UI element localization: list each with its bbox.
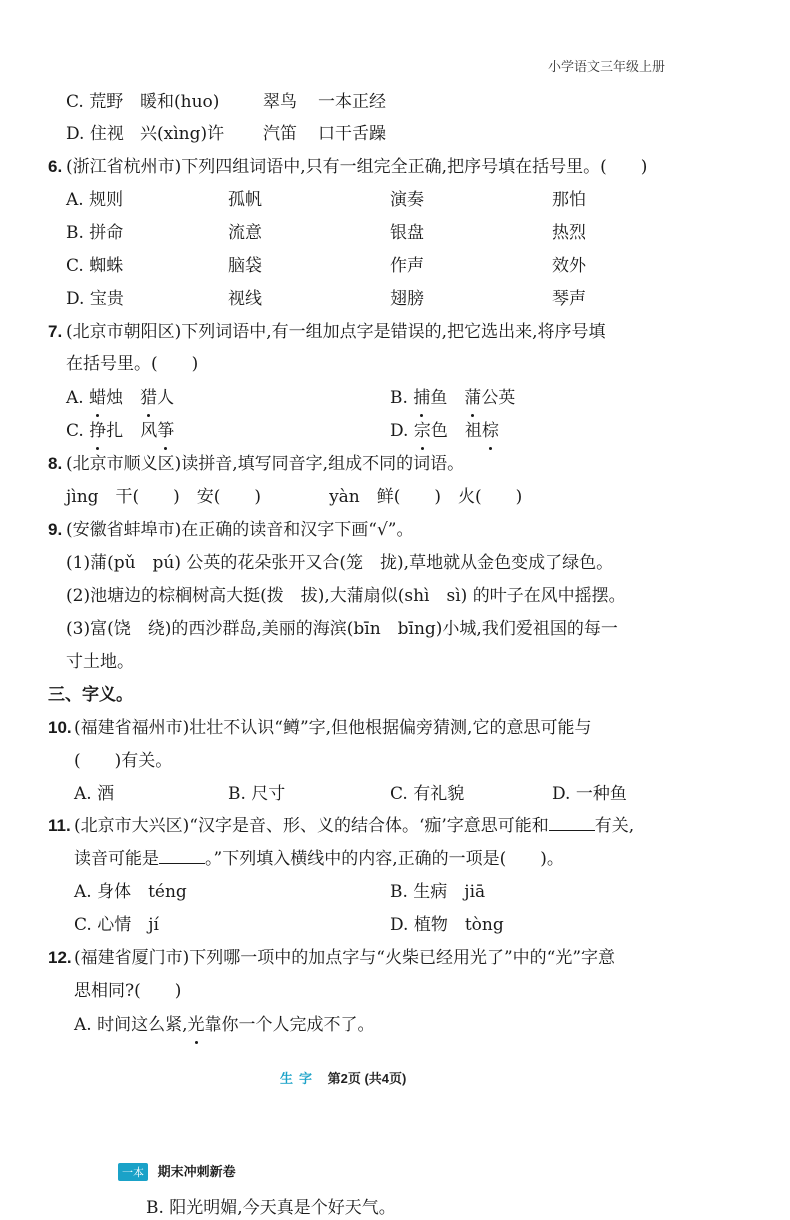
q11-option: C. 心情 jí	[74, 915, 159, 935]
q11-number: 11.	[48, 816, 71, 835]
q5-d-2: 兴(xìng)许	[140, 124, 225, 144]
footer-page: 第2页 (共4页)	[327, 1071, 407, 1086]
q5-c-4: 一本正经	[318, 92, 386, 112]
q6-number: 6.	[48, 157, 63, 176]
q7-text-line2: 在括号里。( )	[66, 354, 199, 374]
q6-option: 琴声	[552, 289, 586, 309]
q11-option: B. 生病 jiā	[390, 882, 486, 902]
answer-blank[interactable]	[549, 814, 595, 831]
q6-option: 银盘	[390, 223, 424, 243]
q6-option: 作声	[390, 256, 424, 276]
q11-option: A. 身体 téng	[74, 882, 187, 902]
q7-option-b: B. 捕鱼 蒲公英	[390, 388, 516, 408]
dotted-char: 猎	[140, 388, 158, 408]
q6-option: A. 规则	[66, 190, 124, 210]
q12-option-a: A. 时间这么紧,光靠你一个人完成不了。	[74, 1015, 375, 1035]
q10-option: A. 酒	[74, 784, 115, 804]
q12-number: 12.	[48, 948, 72, 967]
next-page-partial-line: B. 阳光明媚,今天真是个好天气。	[146, 1198, 396, 1218]
q7-option-a: A. 蜡烛 猎人	[66, 388, 175, 408]
q11-text-line1: (北京市大兴区)“汉字是音、形、义的结合体。‘痂’字意思可能和 有关,	[74, 816, 635, 836]
q6-option: 效外	[552, 256, 586, 276]
q6-option: B. 拼命	[66, 223, 124, 243]
dotted-char: 捕	[413, 388, 431, 408]
q6-text: (浙江省杭州市)下列四组词语中,只有一组完全正确,把序号填在括号里。( )	[66, 157, 648, 177]
q6-option: 脑袋	[228, 256, 262, 276]
q5-c-1: C. 荒野	[66, 92, 124, 112]
answer-blank[interactable]	[159, 847, 205, 864]
q9-number: 9.	[48, 520, 63, 539]
brand-logo: 一本	[118, 1163, 148, 1181]
q10-text-line1: (福建省福州市)壮壮不认识“鳟”字,但他根据偏旁猜测,它的意思可能与	[74, 718, 592, 738]
q12-text-line2: 思相同?( )	[74, 981, 182, 1001]
q5-c-2: 暖和(huo)	[140, 92, 220, 112]
q6-option: 流意	[228, 223, 262, 243]
dotted-char: 宗	[413, 421, 431, 441]
q10-text-line2: ( )有关。	[74, 751, 173, 771]
q9-sentence-2: (2)池塘边的棕榈树高大挺(拨 拔),大蒲扇似(shì sì) 的叶子在风中摇摆。	[66, 586, 626, 606]
next-page-title: 期末冲刺新卷	[157, 1164, 236, 1179]
q10-number: 10.	[48, 718, 72, 737]
q8-text: (北京市顺义区)读拼音,填写同音字,组成不同的词语。	[66, 454, 465, 474]
q6-option: 视线	[228, 289, 262, 309]
q7-option-d: D. 宗色 祖棕	[390, 421, 499, 441]
section-title: 三、字义。	[48, 685, 133, 704]
book-title: 小学语文三年级上册	[548, 60, 666, 75]
q6-option: 孤帆	[228, 190, 262, 210]
q10-option: D. 一种鱼	[552, 784, 627, 804]
page-footer	[280, 1068, 406, 1087]
q8-pinyin-line: jìng 干( ) 安( ) yàn 鲜( ) 火( )	[66, 487, 523, 507]
q6-option: 翅膀	[390, 289, 424, 309]
footer-subject: 生字	[280, 1071, 319, 1086]
dotted-char: 蒲	[464, 388, 482, 408]
q9-sentence-3: (3)富(饶 绕)的西沙群岛,美丽的海滨(bīn bīng)小城,我们爱祖国的每一	[66, 619, 618, 639]
dotted-char: 挣	[89, 421, 107, 441]
q11-text-line2: 读音可能是 。”下列填入横线中的内容,正确的一项是( )。	[74, 849, 564, 869]
q9-text: (安徽省蚌埠市)在正确的读音和汉字下画“√”。	[66, 520, 414, 540]
q9-sentence-1: (1)蒲(pǔ pú) 公英的花朵张开又合(笼 拢),草地就从金色变成了绿色。	[66, 553, 614, 573]
q7-number: 7.	[48, 322, 63, 341]
dotted-char: 棕	[481, 421, 499, 441]
q6-option: D. 宝贵	[66, 289, 124, 309]
q6-option: 演奏	[390, 190, 424, 210]
q6-option: 热烈	[552, 223, 586, 243]
q9-sentence-3-cont: 寸土地。	[66, 652, 134, 672]
next-page-header	[118, 1161, 236, 1181]
q5-d-1: D. 住视	[66, 124, 124, 144]
q6-option: C. 蜘蛛	[66, 256, 124, 276]
q7-option-c: C. 挣扎 风筝	[66, 421, 175, 441]
dotted-char: 筝	[157, 421, 175, 441]
q5-c-3: 翠鸟	[263, 92, 297, 112]
q5-d-4: 口干舌躁	[318, 124, 386, 144]
q11-option: D. 植物 tòng	[390, 915, 504, 935]
dotted-char: 蜡	[89, 388, 107, 408]
dotted-char: 光	[187, 1015, 205, 1035]
q5-d-3: 汽笛	[263, 124, 297, 144]
q12-text-line1: (福建省厦门市)下列哪一项中的加点字与“火柴已经用光了”中的“光”字意	[74, 948, 616, 968]
q10-option: C. 有礼貌	[390, 784, 465, 804]
q8-number: 8.	[48, 454, 63, 473]
q7-text-line1: (北京市朝阳区)下列词语中,有一组加点字是错误的,把它选出来,将序号填	[66, 322, 606, 342]
q6-option: 那怕	[552, 190, 586, 210]
q10-option: B. 尺寸	[228, 784, 286, 804]
